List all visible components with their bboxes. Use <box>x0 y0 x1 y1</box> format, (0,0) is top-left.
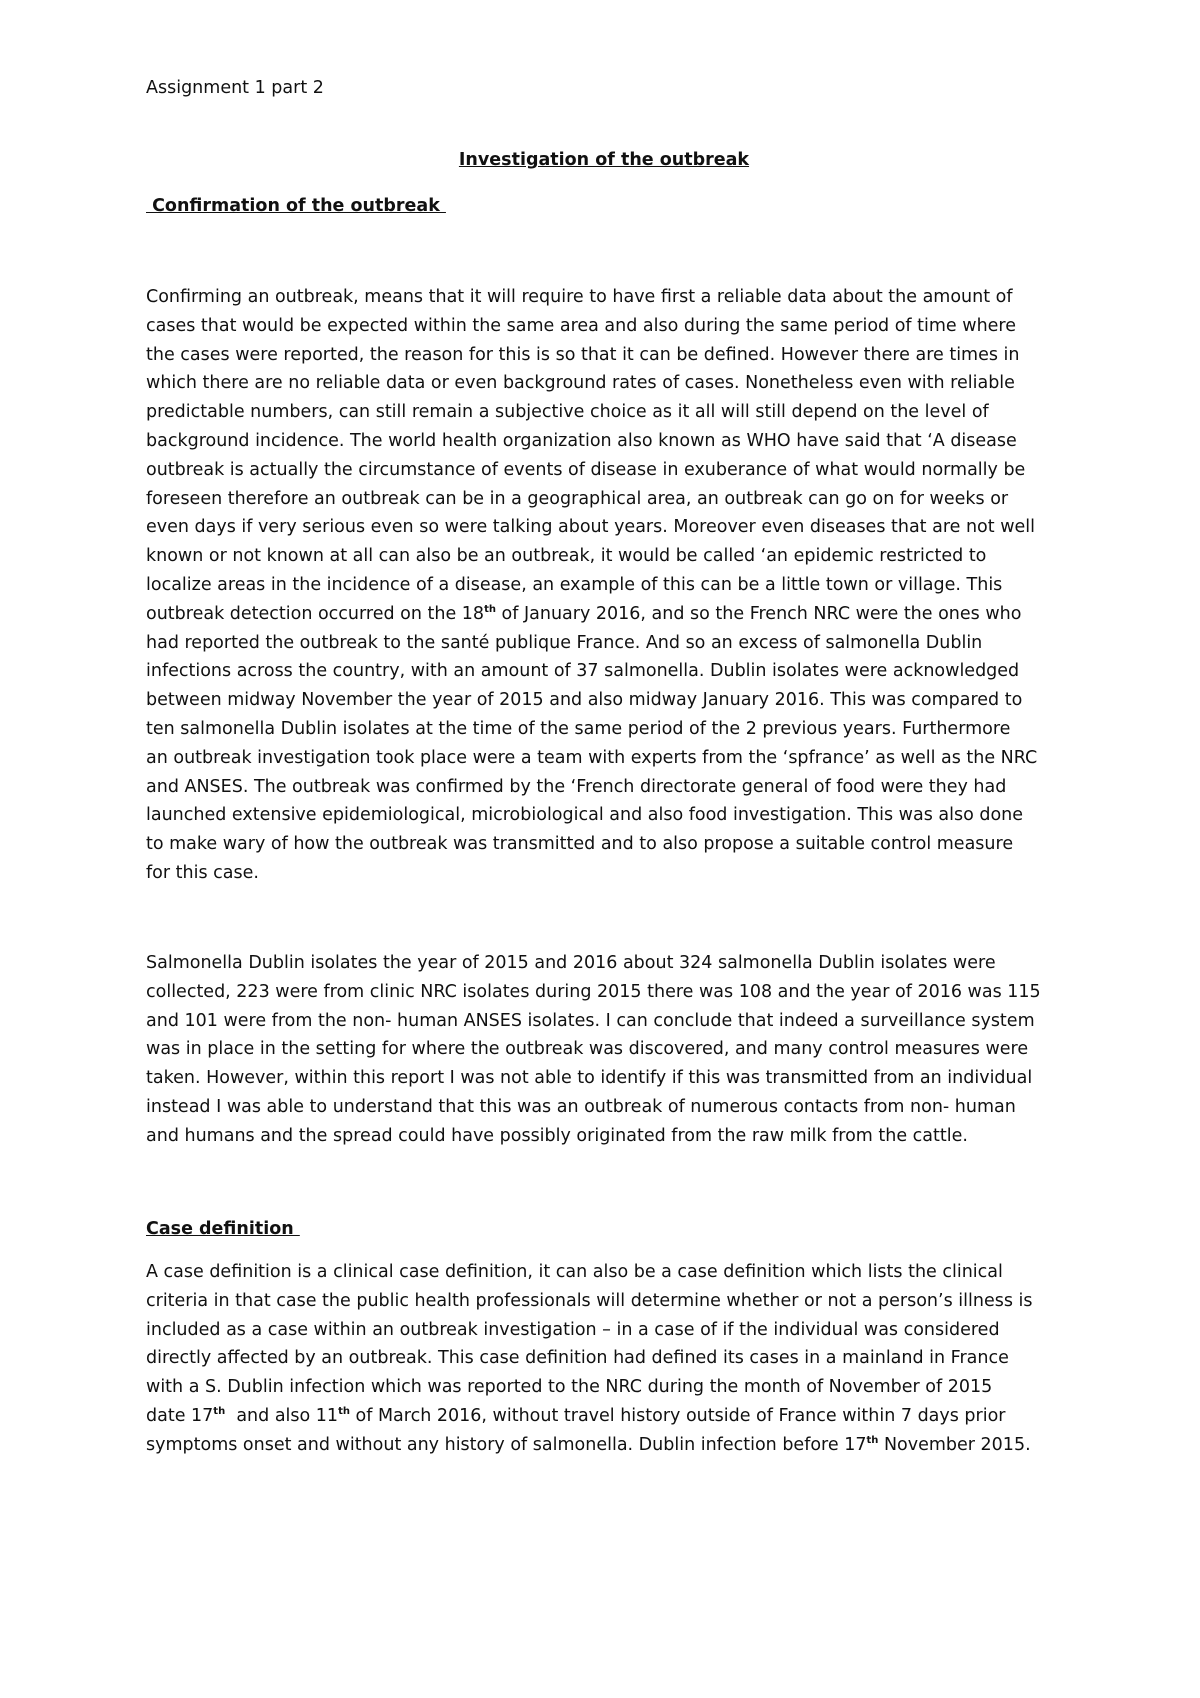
text-line: and ANSES. The outbreak was confirmed by the ‘French directorate general of food were they had <box>146 776 1007 797</box>
text-line: A case definition is a clinical case definition, it can also be a case definition which lists the clinical <box>146 1262 1003 1282</box>
text-line: criteria in that case the public health professionals will determine whether or not a person’s illness is <box>146 1290 1033 1311</box>
text-run: and also 11 <box>225 1405 339 1426</box>
text-line: the cases were reported, the reason for this is so that it can be defined. However there are times in <box>146 344 1020 365</box>
text-line: Salmonella Dublin isolates the year of 2015 and 2016 about 324 salmonella Dublin isolates were <box>146 953 996 973</box>
text-run: outbreak detection occurred on the 18 <box>146 603 485 624</box>
text-line: with a S. Dublin infection which was reported to the NRC during the month of November of 2015 <box>146 1377 993 1398</box>
text-line: and 101 were from the non- human ANSES isolates. I can conclude that indeed a surveillance system <box>146 1010 1035 1031</box>
text-line: between midway November the year of 2015 and also midway January 2016. This was compared to <box>146 690 1023 711</box>
text-line: infections across the country, with an amount of 37 salmonella. Dublin isolates were acknowledged <box>146 661 1020 682</box>
text-line: launched extensive epidemiological, microbiological and also food investigation. This was also done <box>146 805 1024 826</box>
text-line: outbreak is actually the circumstance of events of disease in exuberance of what would normally be <box>146 459 1026 480</box>
text-line: to make wary of how the outbreak was transmitted and to also propose a suitable control measure <box>146 834 1014 855</box>
text-run: symptoms onset and without any history of salmonella. Dublin infection before 17 <box>146 1434 867 1455</box>
text-line: Confirming an outbreak, means that it will require to have first a reliable data about the amount of <box>146 287 1013 307</box>
text-line: cases that would be expected within the same area and also during the same period of time where <box>146 315 1017 336</box>
text-line: instead I was able to understand that this was an outbreak of numerous contacts from non- human <box>146 1096 1016 1117</box>
text-line <box>146 600 1066 629</box>
superscript: th <box>484 603 496 615</box>
text-line: and humans and the spread could have possibly originated from the raw milk from the cattle. <box>146 1125 968 1146</box>
text-line: which there are no reliable data or even background rates of cases. Nonetheless even with reliable <box>146 373 1015 394</box>
text-line: ten salmonella Dublin isolates at the time of the same period of the 2 previous years. Furthermore <box>146 718 1011 739</box>
text-line: had reported the outbreak to the santé publique France. And so an excess of salmonella Dublin <box>146 632 983 653</box>
text-line: even days if very serious even so were talking about years. Moreover even diseases that are not well <box>146 517 1035 538</box>
document-header: Assignment 1 part 2 <box>146 78 324 98</box>
text-line: an outbreak investigation took place were a team with experts from the ‘spfrance’ as well as the NRC <box>146 747 1038 768</box>
paragraph-isolates <box>146 949 1066 1151</box>
text-line <box>146 1431 1066 1460</box>
text-line: background incidence. The world health organization also known as WHO have said that ‘A disease <box>146 430 1017 451</box>
text-run: of January 2016, and so the French NRC were the ones who <box>495 603 1022 624</box>
superscript: th <box>338 1406 350 1418</box>
text-line: known or not known at all can also be an outbreak, it would be called ‘an epidemic restricted to <box>146 546 987 567</box>
paragraph-case-definition <box>146 1258 1066 1460</box>
text-line <box>146 1402 1066 1431</box>
superscript: th <box>213 1406 226 1418</box>
text-line: directly affected by an outbreak. This case definition had defined its cases in a mainland in France <box>146 1348 1009 1369</box>
text-run: November 2015. <box>878 1434 1031 1455</box>
text-line: localize areas in the incidence of a disease, an example of this can be a little town or village. This <box>146 574 1003 595</box>
paragraph-confirmation <box>146 283 1066 888</box>
document-title: Investigation of the outbreak <box>458 150 750 170</box>
text-line: foreseen therefore an outbreak can be in a geographical area, an outbreak can go on for weeks or <box>146 488 1009 509</box>
text-line: included as a case within an outbreak investigation – in a case of if the individual was considered <box>146 1319 1000 1340</box>
text-line: predictable numbers, can still remain a subjective choice as it all will still depend on the level of <box>146 402 989 423</box>
section-heading-confirmation: Confirmation of the outbreak <box>146 196 446 216</box>
text-line: for this case. <box>146 862 259 883</box>
text-line: taken. However, within this report I was not able to identify if this was transmitted from an individual <box>146 1068 1033 1089</box>
superscript: th <box>866 1434 879 1446</box>
text-line: collected, 223 were from clinic NRC isolates during 2015 there was 108 and the year of 2016 was 115 <box>146 981 1041 1002</box>
text-run: of March 2016, without travel history outside of France within 7 days prior <box>349 1405 1006 1426</box>
text-run: date 17 <box>146 1405 214 1426</box>
text-line: was in place in the setting for where the outbreak was discovered, and many control measures were <box>146 1039 1029 1060</box>
section-heading-case-definition: Case definition <box>146 1219 300 1239</box>
